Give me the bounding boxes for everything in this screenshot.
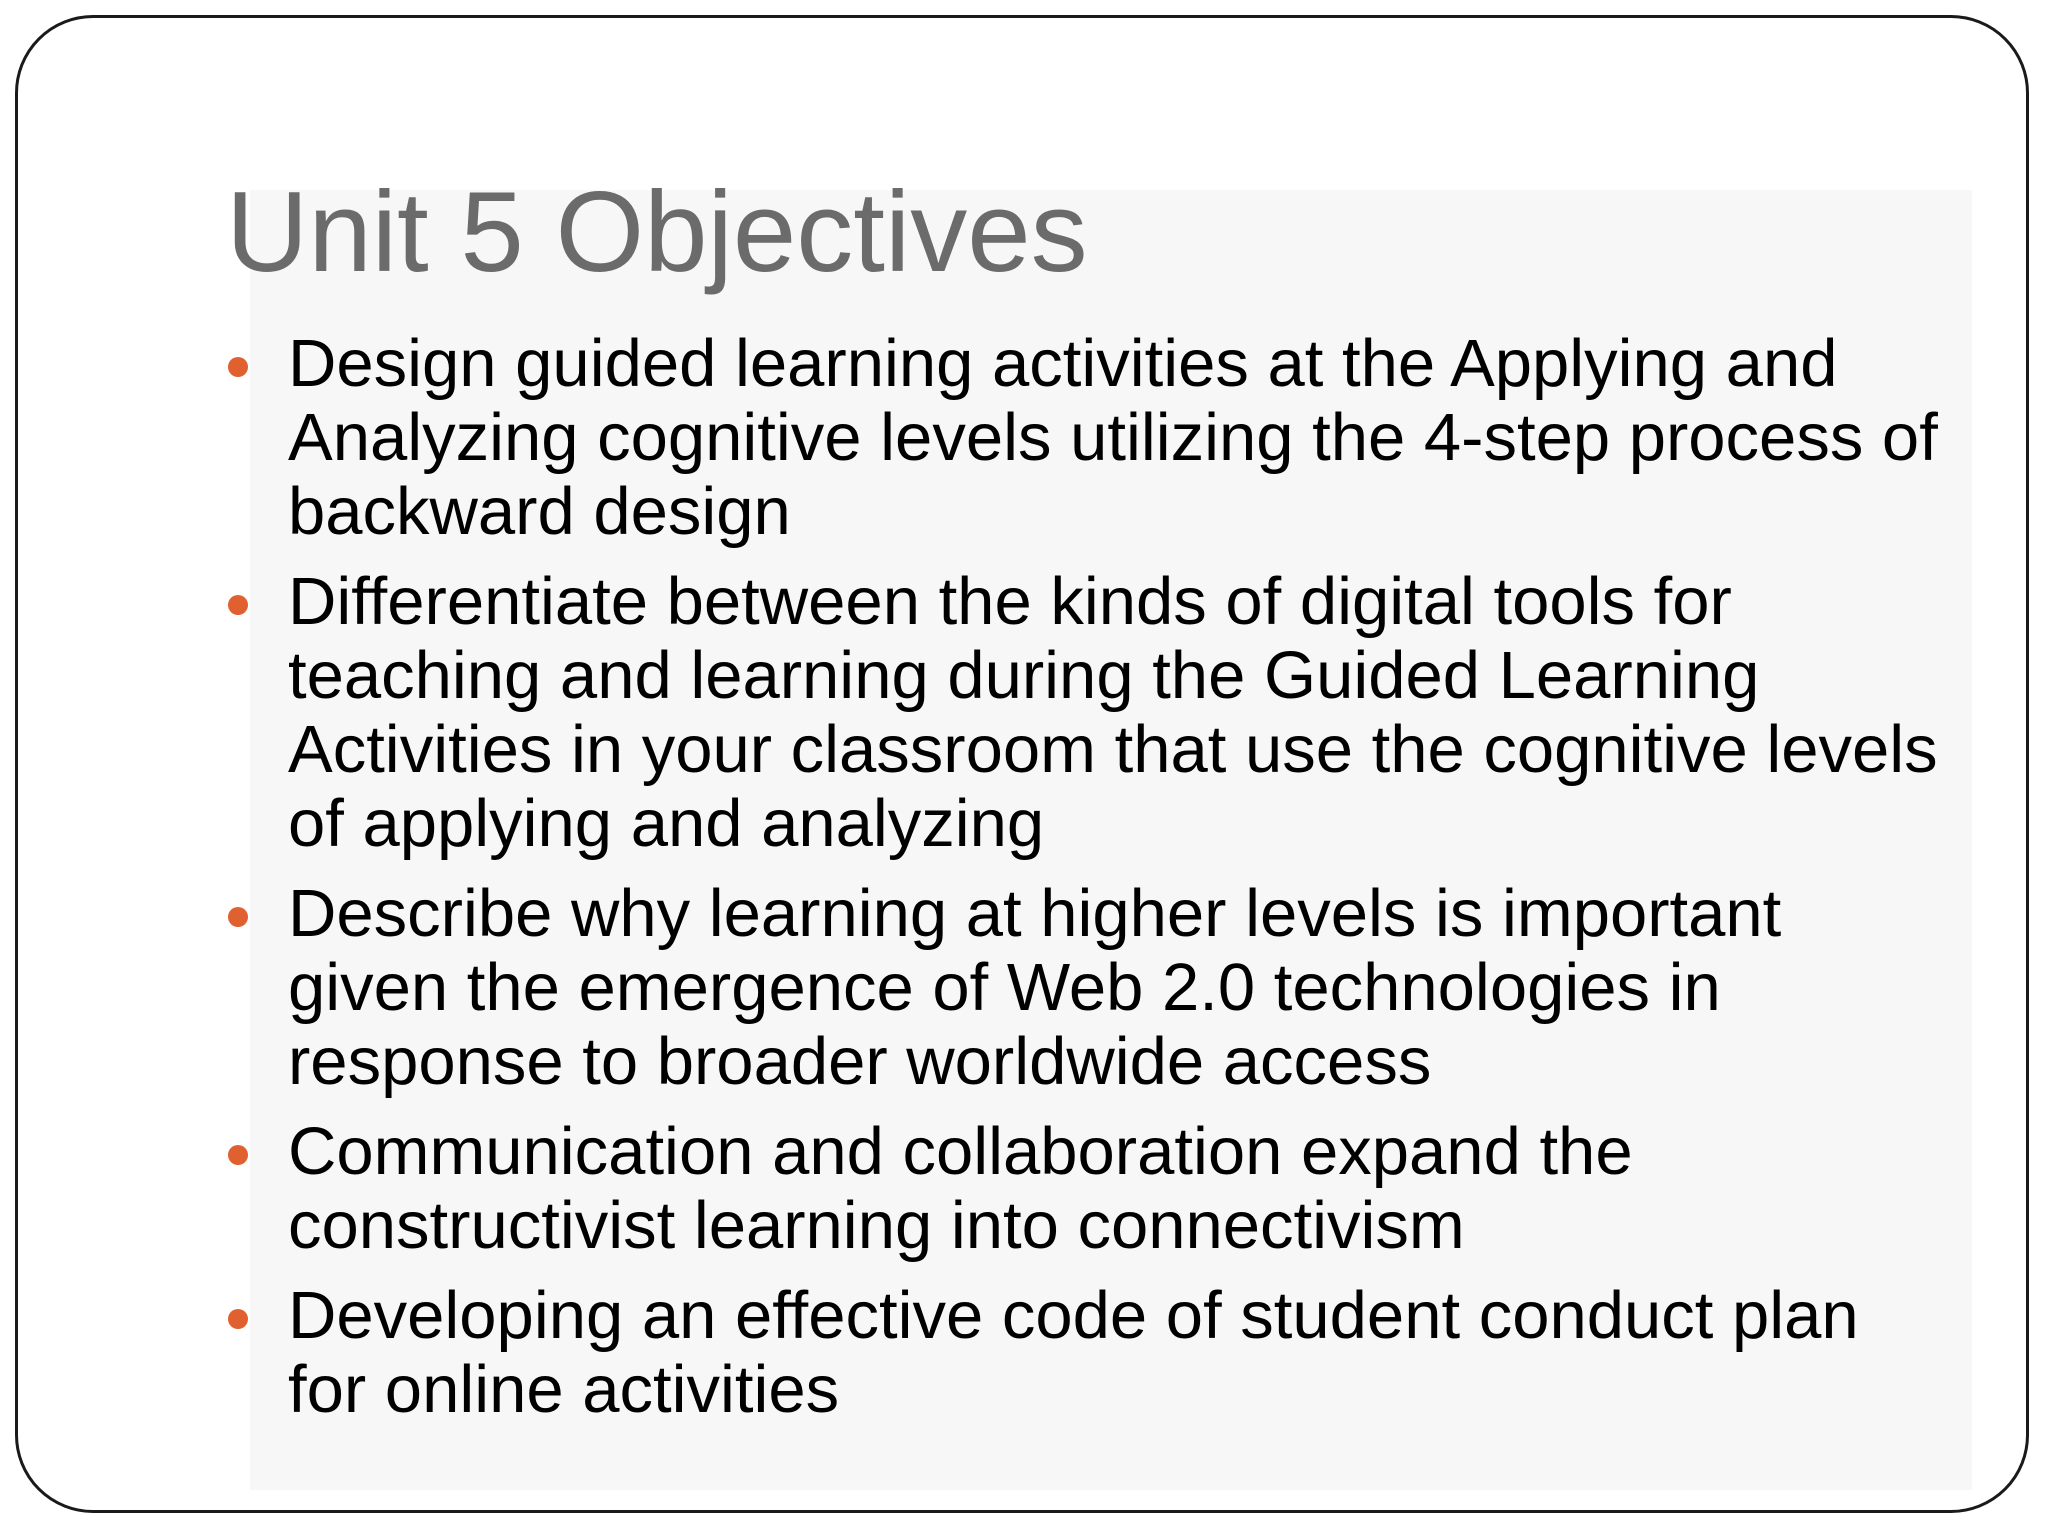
bullet-dot-icon bbox=[228, 907, 248, 927]
bullet-dot-icon bbox=[228, 1145, 248, 1165]
bullet-text: Design guided learning activities at the Applying and Analyzing cognitive levels utilizing the 4-step process of backward design bbox=[288, 326, 1938, 549]
bullet-text: Differentiate between the kinds of digital tools for teaching and learning during the Guided Learning Activities in your classroom that use the cognitive levels of applying and analyzing bbox=[288, 564, 1938, 861]
list-item bbox=[226, 1279, 1946, 1427]
list-item bbox=[226, 565, 1946, 861]
list-item bbox=[226, 877, 1946, 1099]
bullet-text: Communication and collaboration expand the constructivist learning into connectivism bbox=[288, 1114, 1633, 1263]
bullet-dot-icon bbox=[228, 357, 248, 377]
bullet-text: Describe why learning at higher levels is important given the emergence of Web 2.0 technologies in response to broader worldwide access bbox=[288, 876, 1782, 1099]
objectives-list bbox=[226, 327, 1946, 1443]
bullet-text: Developing an effective code of student conduct plan for online activities bbox=[288, 1278, 1859, 1427]
bullet-dot-icon bbox=[228, 595, 248, 615]
bullet-dot-icon bbox=[228, 1309, 248, 1329]
list-item bbox=[226, 327, 1946, 549]
slide-title: Unit 5 Objectives bbox=[226, 169, 1088, 296]
list-item bbox=[226, 1115, 1946, 1263]
